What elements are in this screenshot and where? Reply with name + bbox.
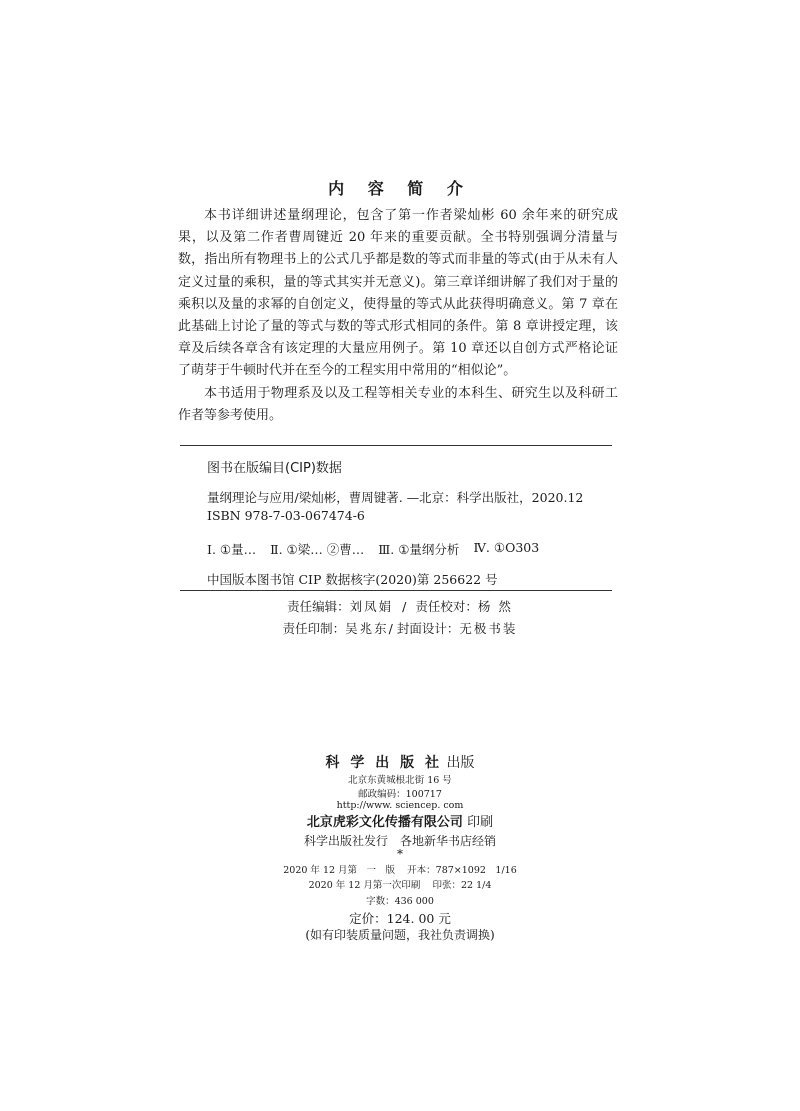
printing-supervisor-name: 吴兆东 [345,621,389,636]
cip-classification-codes [207,540,539,558]
proofreader-label: 责任校对： [415,599,478,614]
cip-code: Ⅲ. ①量纲分析 [378,542,460,557]
quality-notice: (如有印装质量问题，我社负责调换) [305,928,495,942]
word-count: 字数：436 000 [366,896,434,907]
intro-paragraph-1: 本书详细讲述量纲理论，包含了第一作者梁灿彬 60 余年来的研究成果，以及第二作者曹周键近 20 年来的重要贡献。全书特别强调分清量与数，指出所有物理书上的公式几乎都是数的等式而非量的等式(由于从未有人定义过量的乘积，量的等式其实并无意义)。第三章详细讲解了我们对于量的乘积以及量的求幂的自创定义，使得量的等式从此获得明确意义。第 7 章在此基础上讨论了量的等式与数的等式形式相同的条件。第 8 章讲授定理，该章及后续各章含有该定理的大量应用例子。第 10 章还以自创方式严格论证了萌芽于牛顿时代并在至今的工程实用中常用的“相似论”。 [178,208,618,379]
editor-credits-row-1: 责任编辑：刘凤娟 / 责任校对：杨 然 [287,599,513,614]
price: 定价：124. 00 元 [349,911,451,926]
cip-verification-number: 中国版本图书馆 CIP 数据核字(2020)第 256622 号 [207,572,498,587]
printing-date: 2020 年 12 月第一次印刷 [308,880,421,891]
cip-code: Ⅱ. ①梁… ②曹… [270,542,365,557]
publisher-role: 出版 [446,755,475,771]
printer-line [0,811,800,830]
cip-bottom-rule [180,590,612,591]
printing-supervisor-label: 责任印制： [282,621,346,636]
cip-top-rule [180,445,612,446]
cip-bibliographic-line: 量纲理论与应用/梁灿彬，曹周键著. —北京：科学出版社，2020.12 [207,490,584,505]
distribution-line: 科学出版社发行 各地新华书店经销 [303,834,496,848]
intro-paragraph-2: 本书适用于物理系及以及工程等相关专业的本科生、研究生以及科研工作者等参考使用。 [178,385,618,423]
edition-line [0,862,800,876]
printer-name: 北京虎彩文化传播有限公司 [306,815,463,830]
cip-heading: 图书在版编目(CIP)数据 [207,461,342,476]
cover-design-label: 封面设计： [396,621,460,636]
printing-line [0,877,800,891]
cip-isbn: ISBN 978-7-03-067474-6 [207,508,365,523]
section-title: 内 容 简 介 [328,179,472,198]
publisher-address: 北京东黄城根北街 16 号 [348,775,452,786]
format-size: 开本：787×1092 1/16 [407,865,517,876]
publisher-postcode: 邮政编码：100717 [358,789,442,800]
editor-label: 责任编辑： [287,599,350,614]
editor-name: 刘凤娟 [349,599,394,614]
editor-credits-row-2: 责任印制：吴兆东/ 封面设计：无极书装 [282,621,518,636]
edition-date: 2020 年 12 月第 一 版 [283,865,396,876]
sheet-count: 印张：22 1/4 [432,880,492,891]
separator-star: * [397,847,403,861]
cover-design-name: 无极书装 [459,621,518,636]
cip-code: Ⅰ. ①量… [207,542,257,557]
cip-code: Ⅳ. ①O303 [473,540,540,555]
proofreader-name: 杨 然 [477,599,513,614]
printer-role: 印刷 [467,815,494,830]
publisher-line [0,752,800,772]
publisher-name: 科 学 出 版 社 [325,755,443,771]
introduction-text [178,205,618,427]
publisher-website: http://www. sciencep. com [336,800,464,811]
